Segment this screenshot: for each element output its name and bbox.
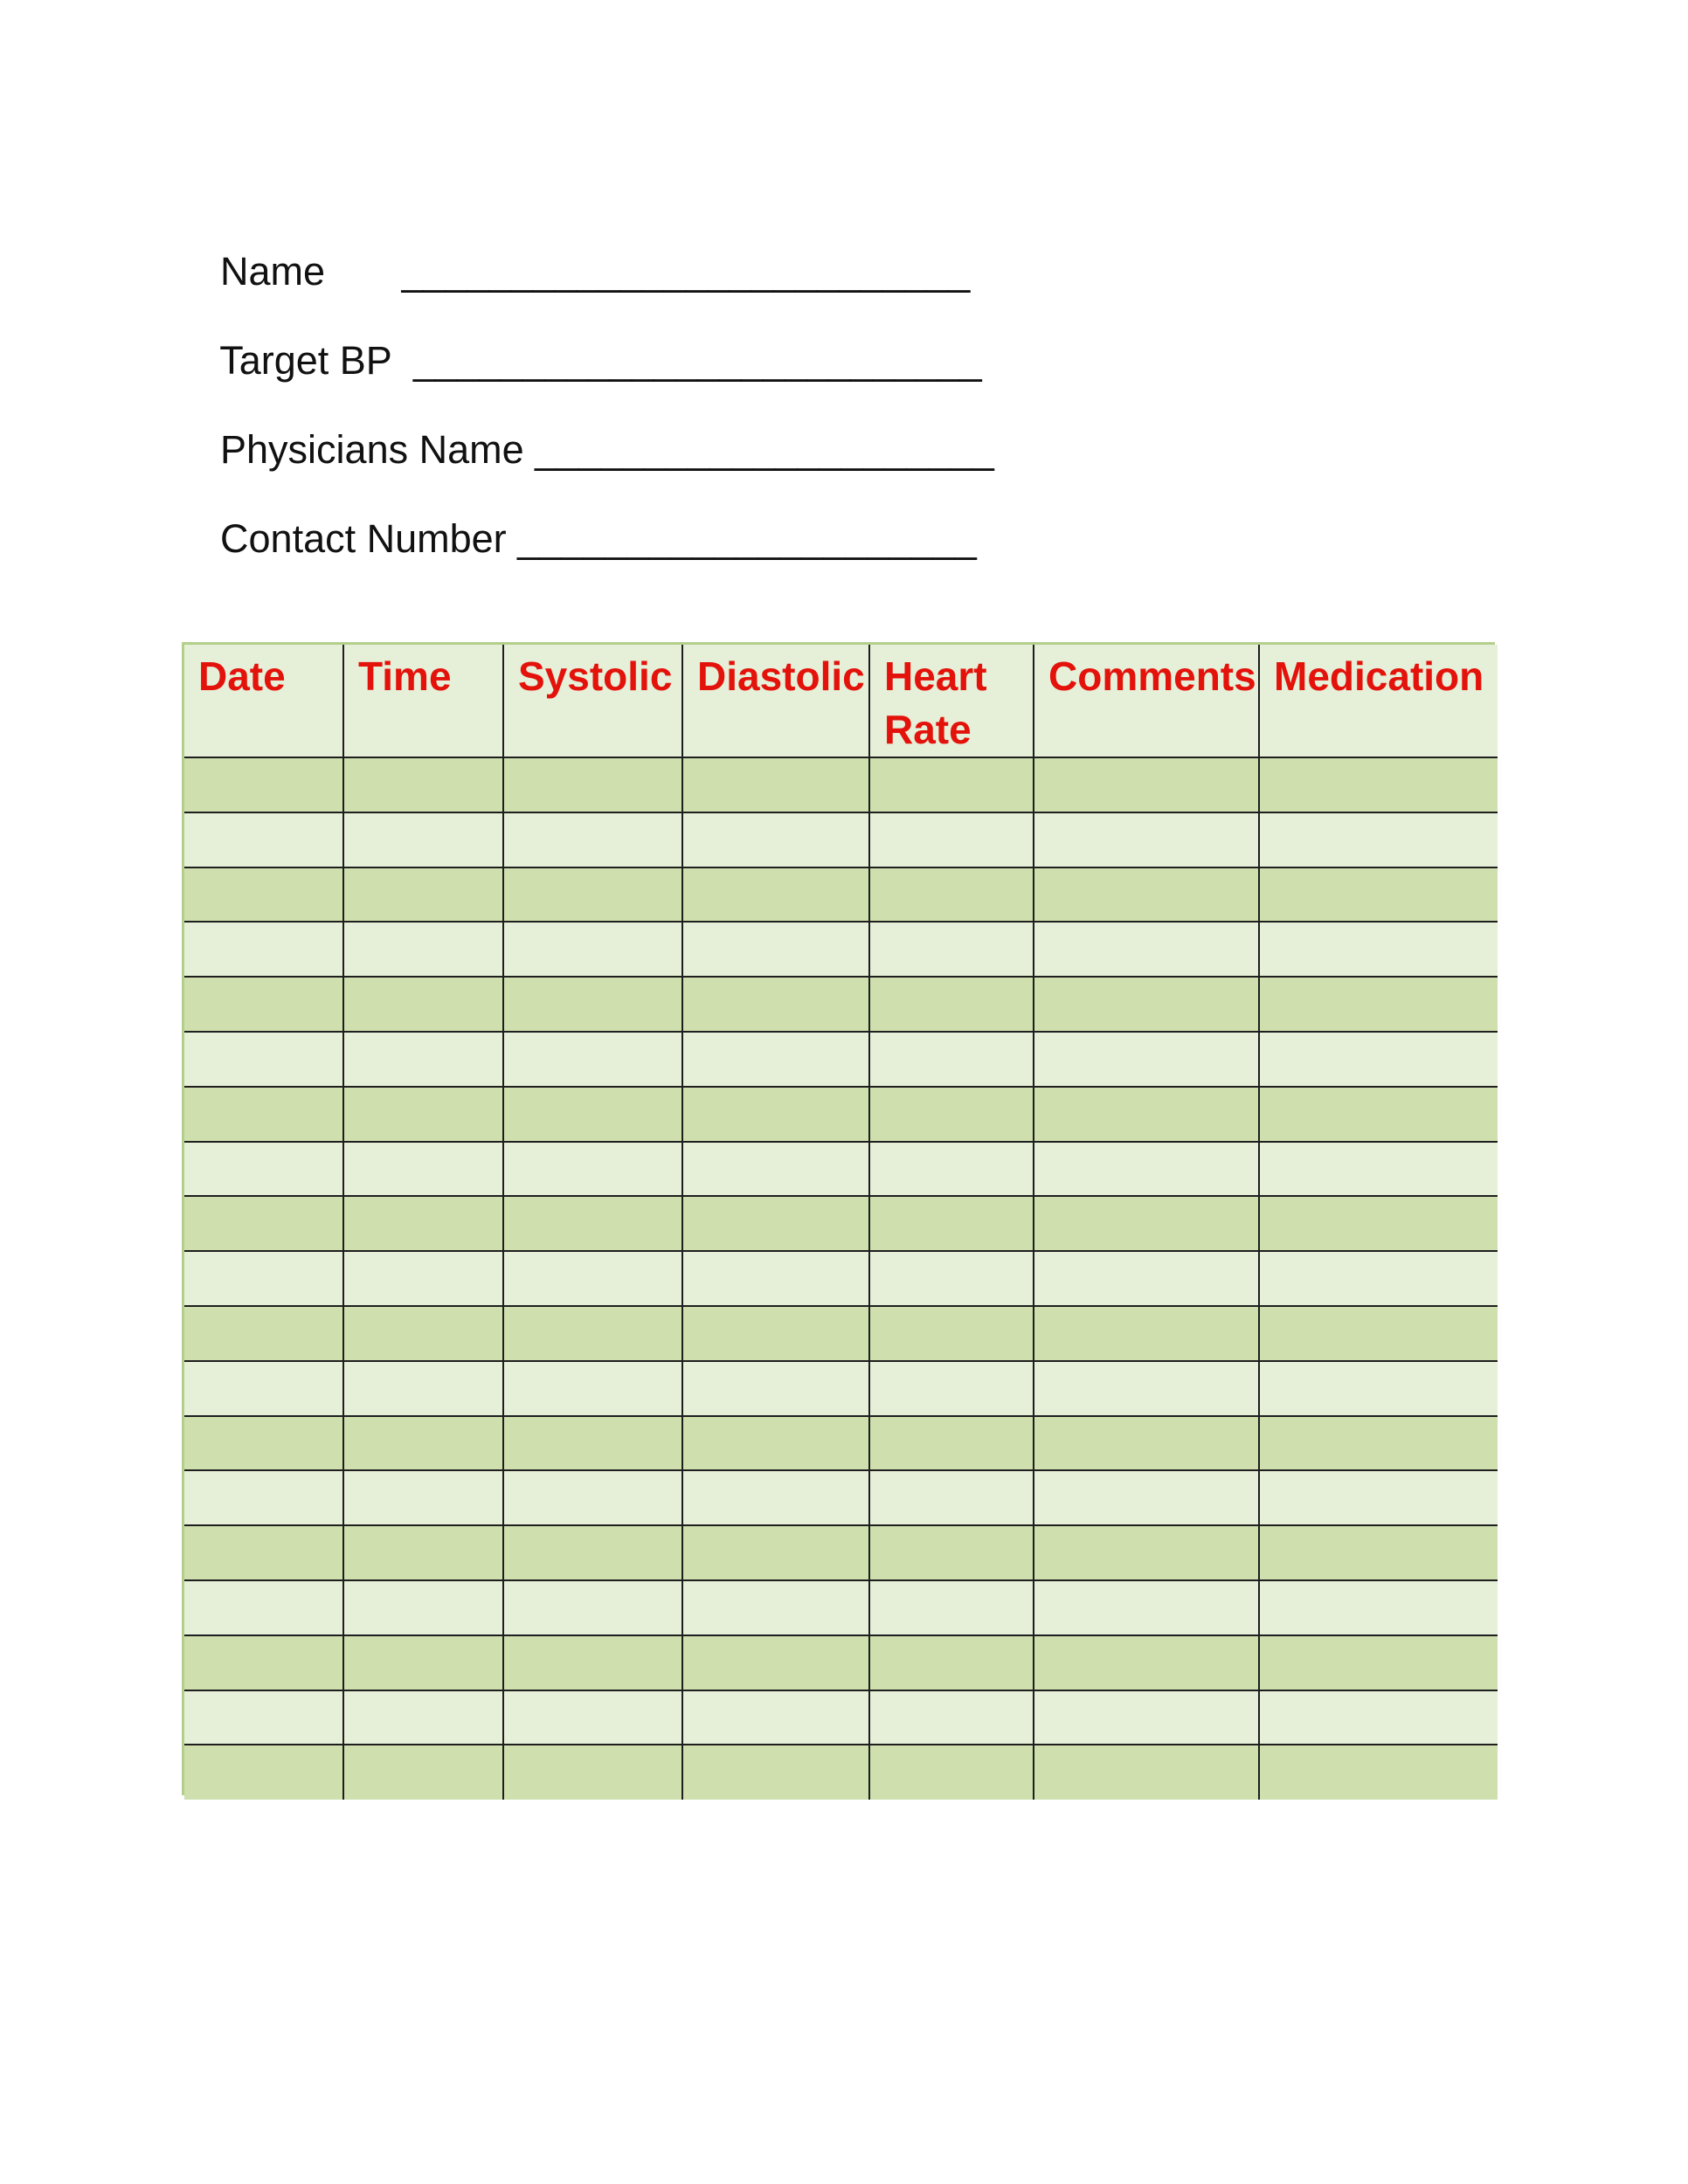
table-cell[interactable] xyxy=(682,1690,869,1745)
table-cell[interactable] xyxy=(343,1416,503,1471)
table-row xyxy=(184,757,1498,812)
column-header-systolic: Systolic xyxy=(503,645,682,757)
table-cell[interactable] xyxy=(184,1032,343,1087)
table-cell[interactable] xyxy=(343,1361,503,1416)
table-row xyxy=(184,1416,1498,1471)
table-cell[interactable] xyxy=(1034,1087,1259,1142)
table-cell[interactable] xyxy=(682,1580,869,1635)
table-row xyxy=(184,1087,1498,1142)
table-row xyxy=(184,1580,1498,1635)
table-cell[interactable] xyxy=(682,1196,869,1251)
table-cell[interactable] xyxy=(1259,922,1498,977)
table-cell[interactable] xyxy=(869,812,1034,867)
table-cell[interactable] xyxy=(682,1416,869,1471)
table-cell[interactable] xyxy=(682,812,869,867)
table-row xyxy=(184,867,1498,923)
table-cell[interactable] xyxy=(1034,922,1259,977)
table-cell[interactable] xyxy=(503,1142,682,1197)
table-row xyxy=(184,977,1498,1032)
table-cell[interactable] xyxy=(1034,1416,1259,1471)
table-cell[interactable] xyxy=(1034,1251,1259,1306)
table-cell[interactable] xyxy=(343,1470,503,1525)
column-header-comments: Comments xyxy=(1034,645,1259,757)
table-cell[interactable] xyxy=(682,1745,869,1800)
table-row xyxy=(184,1470,1498,1525)
table-cell[interactable] xyxy=(1259,1142,1498,1197)
table-cell[interactable] xyxy=(1259,1690,1498,1745)
table-cell[interactable] xyxy=(682,1087,869,1142)
target-bp-field xyxy=(198,290,982,384)
table-cell[interactable] xyxy=(1034,1196,1259,1251)
target-bp-label: Target BP xyxy=(219,338,391,383)
table-cell[interactable] xyxy=(1259,1470,1498,1525)
table-cell[interactable] xyxy=(184,1416,343,1471)
table-cell[interactable] xyxy=(184,977,343,1032)
table-cell[interactable] xyxy=(1259,977,1498,1032)
table-cell[interactable] xyxy=(682,1251,869,1306)
table-row xyxy=(184,812,1498,867)
table-cell[interactable] xyxy=(1259,1580,1498,1635)
table-cell[interactable] xyxy=(1034,1306,1259,1361)
table-cell[interactable] xyxy=(1034,1525,1259,1580)
table-cell[interactable] xyxy=(682,757,869,812)
table-body xyxy=(184,757,1498,1800)
physicians-name-spacer xyxy=(524,427,536,472)
table-cell[interactable] xyxy=(503,1745,682,1800)
table-cell[interactable] xyxy=(682,1142,869,1197)
contact-number-blank-line[interactable]: _____________________ xyxy=(517,516,977,561)
column-header-heart-rate: Heart Rate xyxy=(869,645,1034,757)
table-cell[interactable] xyxy=(184,1142,343,1197)
table-cell[interactable] xyxy=(184,1580,343,1635)
bp-log-table xyxy=(182,642,1495,1795)
table-cell[interactable] xyxy=(343,1251,503,1306)
table-cell[interactable] xyxy=(682,1306,869,1361)
physicians-name-label: Physicians Name xyxy=(220,427,524,472)
table-cell[interactable] xyxy=(503,1470,682,1525)
table-cell[interactable] xyxy=(869,1580,1034,1635)
name-blank-line[interactable]: __________________________ xyxy=(401,249,971,294)
table-cell[interactable] xyxy=(1034,1690,1259,1745)
table-cell[interactable] xyxy=(503,977,682,1032)
table-cell[interactable] xyxy=(184,1251,343,1306)
table-cell[interactable] xyxy=(1259,812,1498,867)
table-cell[interactable] xyxy=(343,1745,503,1800)
table-cell[interactable] xyxy=(1034,867,1259,923)
table-cell[interactable] xyxy=(184,1361,343,1416)
table-cell[interactable] xyxy=(184,1306,343,1361)
contact-number-label: Contact Number xyxy=(220,516,507,561)
table-cell[interactable] xyxy=(503,1635,682,1690)
table-cell[interactable] xyxy=(682,867,869,923)
contact-number-spacer xyxy=(507,516,518,561)
target-bp-blank-line[interactable]: __________________________ xyxy=(413,338,982,383)
table-cell[interactable] xyxy=(1034,812,1259,867)
column-header-medication: Medication xyxy=(1259,645,1498,757)
table-cell[interactable] xyxy=(343,812,503,867)
table-cell[interactable] xyxy=(869,867,1034,923)
table-cell[interactable] xyxy=(869,1142,1034,1197)
table-cell[interactable] xyxy=(869,1306,1034,1361)
column-header-time: Time xyxy=(343,645,503,757)
name-label: Name xyxy=(220,249,326,294)
table-cell[interactable] xyxy=(503,867,682,923)
table-cell[interactable] xyxy=(1259,867,1498,923)
table-cell[interactable] xyxy=(682,1525,869,1580)
table-cell[interactable] xyxy=(1259,1361,1498,1416)
table-row xyxy=(184,922,1498,977)
table-cell[interactable] xyxy=(1034,977,1259,1032)
table-cell[interactable] xyxy=(1259,1635,1498,1690)
table-cell[interactable] xyxy=(1259,1416,1498,1471)
table-cell[interactable] xyxy=(1034,757,1259,812)
table-cell[interactable] xyxy=(869,1745,1034,1800)
table-cell[interactable] xyxy=(1034,1361,1259,1416)
table-cell[interactable] xyxy=(682,1635,869,1690)
table-cell[interactable] xyxy=(343,1087,503,1142)
table-cell[interactable] xyxy=(343,1580,503,1635)
name-field xyxy=(198,201,970,295)
table-row xyxy=(184,1142,1498,1197)
name-spacer xyxy=(325,249,402,294)
table-cell[interactable] xyxy=(503,812,682,867)
table-cell[interactable] xyxy=(503,1251,682,1306)
table-cell[interactable] xyxy=(1259,757,1498,812)
table-cell[interactable] xyxy=(1259,1087,1498,1142)
table-cell[interactable] xyxy=(869,977,1034,1032)
table-cell[interactable] xyxy=(343,757,503,812)
table-cell[interactable] xyxy=(869,1690,1034,1745)
table-cell[interactable] xyxy=(869,1251,1034,1306)
table-cell[interactable] xyxy=(1034,1142,1259,1197)
table-cell[interactable] xyxy=(503,1196,682,1251)
table-row xyxy=(184,1196,1498,1251)
table-cell[interactable] xyxy=(184,757,343,812)
target-bp-spacer xyxy=(391,338,413,383)
table-cell[interactable] xyxy=(1259,1525,1498,1580)
table-cell[interactable] xyxy=(1259,1745,1498,1800)
table-cell[interactable] xyxy=(184,1087,343,1142)
table-cell[interactable] xyxy=(1034,1470,1259,1525)
table-cell[interactable] xyxy=(343,867,503,923)
table-cell[interactable] xyxy=(1259,1251,1498,1306)
table-cell[interactable] xyxy=(682,1032,869,1087)
table-cell[interactable] xyxy=(343,1306,503,1361)
table-cell[interactable] xyxy=(1034,1635,1259,1690)
table-cell[interactable] xyxy=(503,1580,682,1635)
table-cell[interactable] xyxy=(1259,1196,1498,1251)
table-cell[interactable] xyxy=(503,1361,682,1416)
table-cell[interactable] xyxy=(503,1416,682,1471)
table-cell[interactable] xyxy=(1034,1745,1259,1800)
table-cell[interactable] xyxy=(869,922,1034,977)
table-cell[interactable] xyxy=(343,1525,503,1580)
table-row xyxy=(184,1690,1498,1745)
table-cell[interactable] xyxy=(869,1087,1034,1142)
table-cell[interactable] xyxy=(184,1635,343,1690)
table-cell[interactable] xyxy=(869,1635,1034,1690)
table-cell[interactable] xyxy=(1259,1032,1498,1087)
table-cell[interactable] xyxy=(682,1470,869,1525)
table-cell[interactable] xyxy=(184,1196,343,1251)
table-header-row xyxy=(184,645,1498,757)
table-cell[interactable] xyxy=(503,1690,682,1745)
column-header-date: Date xyxy=(184,645,343,757)
table-cell[interactable] xyxy=(869,1416,1034,1471)
physicians-name-blank-line[interactable]: _____________________ xyxy=(535,427,994,472)
table-cell[interactable] xyxy=(503,1032,682,1087)
table-cell[interactable] xyxy=(869,757,1034,812)
table-cell[interactable] xyxy=(503,922,682,977)
table-cell[interactable] xyxy=(503,757,682,812)
table-cell[interactable] xyxy=(682,922,869,977)
table-cell[interactable] xyxy=(343,1690,503,1745)
table-cell[interactable] xyxy=(1259,1306,1498,1361)
table-cell[interactable] xyxy=(343,1032,503,1087)
table-cell[interactable] xyxy=(184,812,343,867)
table-cell[interactable] xyxy=(184,922,343,977)
table-cell[interactable] xyxy=(184,1690,343,1745)
table-row xyxy=(184,1745,1498,1800)
table-cell[interactable] xyxy=(184,1745,343,1800)
table-row xyxy=(184,1251,1498,1306)
table-cell[interactable] xyxy=(503,1087,682,1142)
table-row xyxy=(184,1635,1498,1690)
table-cell[interactable] xyxy=(503,1306,682,1361)
table-cell[interactable] xyxy=(184,867,343,923)
table-cell[interactable] xyxy=(869,1361,1034,1416)
table-cell[interactable] xyxy=(1034,1580,1259,1635)
table-row xyxy=(184,1032,1498,1087)
table-cell[interactable] xyxy=(343,1142,503,1197)
table-cell[interactable] xyxy=(343,1635,503,1690)
contact-number-field xyxy=(198,468,977,563)
table-cell[interactable] xyxy=(184,1525,343,1580)
table-cell[interactable] xyxy=(343,1196,503,1251)
table-cell[interactable] xyxy=(682,977,869,1032)
table-row xyxy=(184,1525,1498,1580)
column-header-diastolic: Diastolic xyxy=(682,645,869,757)
table-cell[interactable] xyxy=(184,1470,343,1525)
physicians-name-field xyxy=(198,379,994,473)
table-row xyxy=(184,1306,1498,1361)
table-cell[interactable] xyxy=(1034,1032,1259,1087)
table-cell[interactable] xyxy=(869,1196,1034,1251)
table-cell[interactable] xyxy=(682,1361,869,1416)
table-cell[interactable] xyxy=(869,1525,1034,1580)
table-cell[interactable] xyxy=(343,922,503,977)
table-row xyxy=(184,1361,1498,1416)
table-cell[interactable] xyxy=(343,977,503,1032)
table-cell[interactable] xyxy=(869,1470,1034,1525)
table-cell[interactable] xyxy=(869,1032,1034,1087)
table-cell[interactable] xyxy=(503,1525,682,1580)
